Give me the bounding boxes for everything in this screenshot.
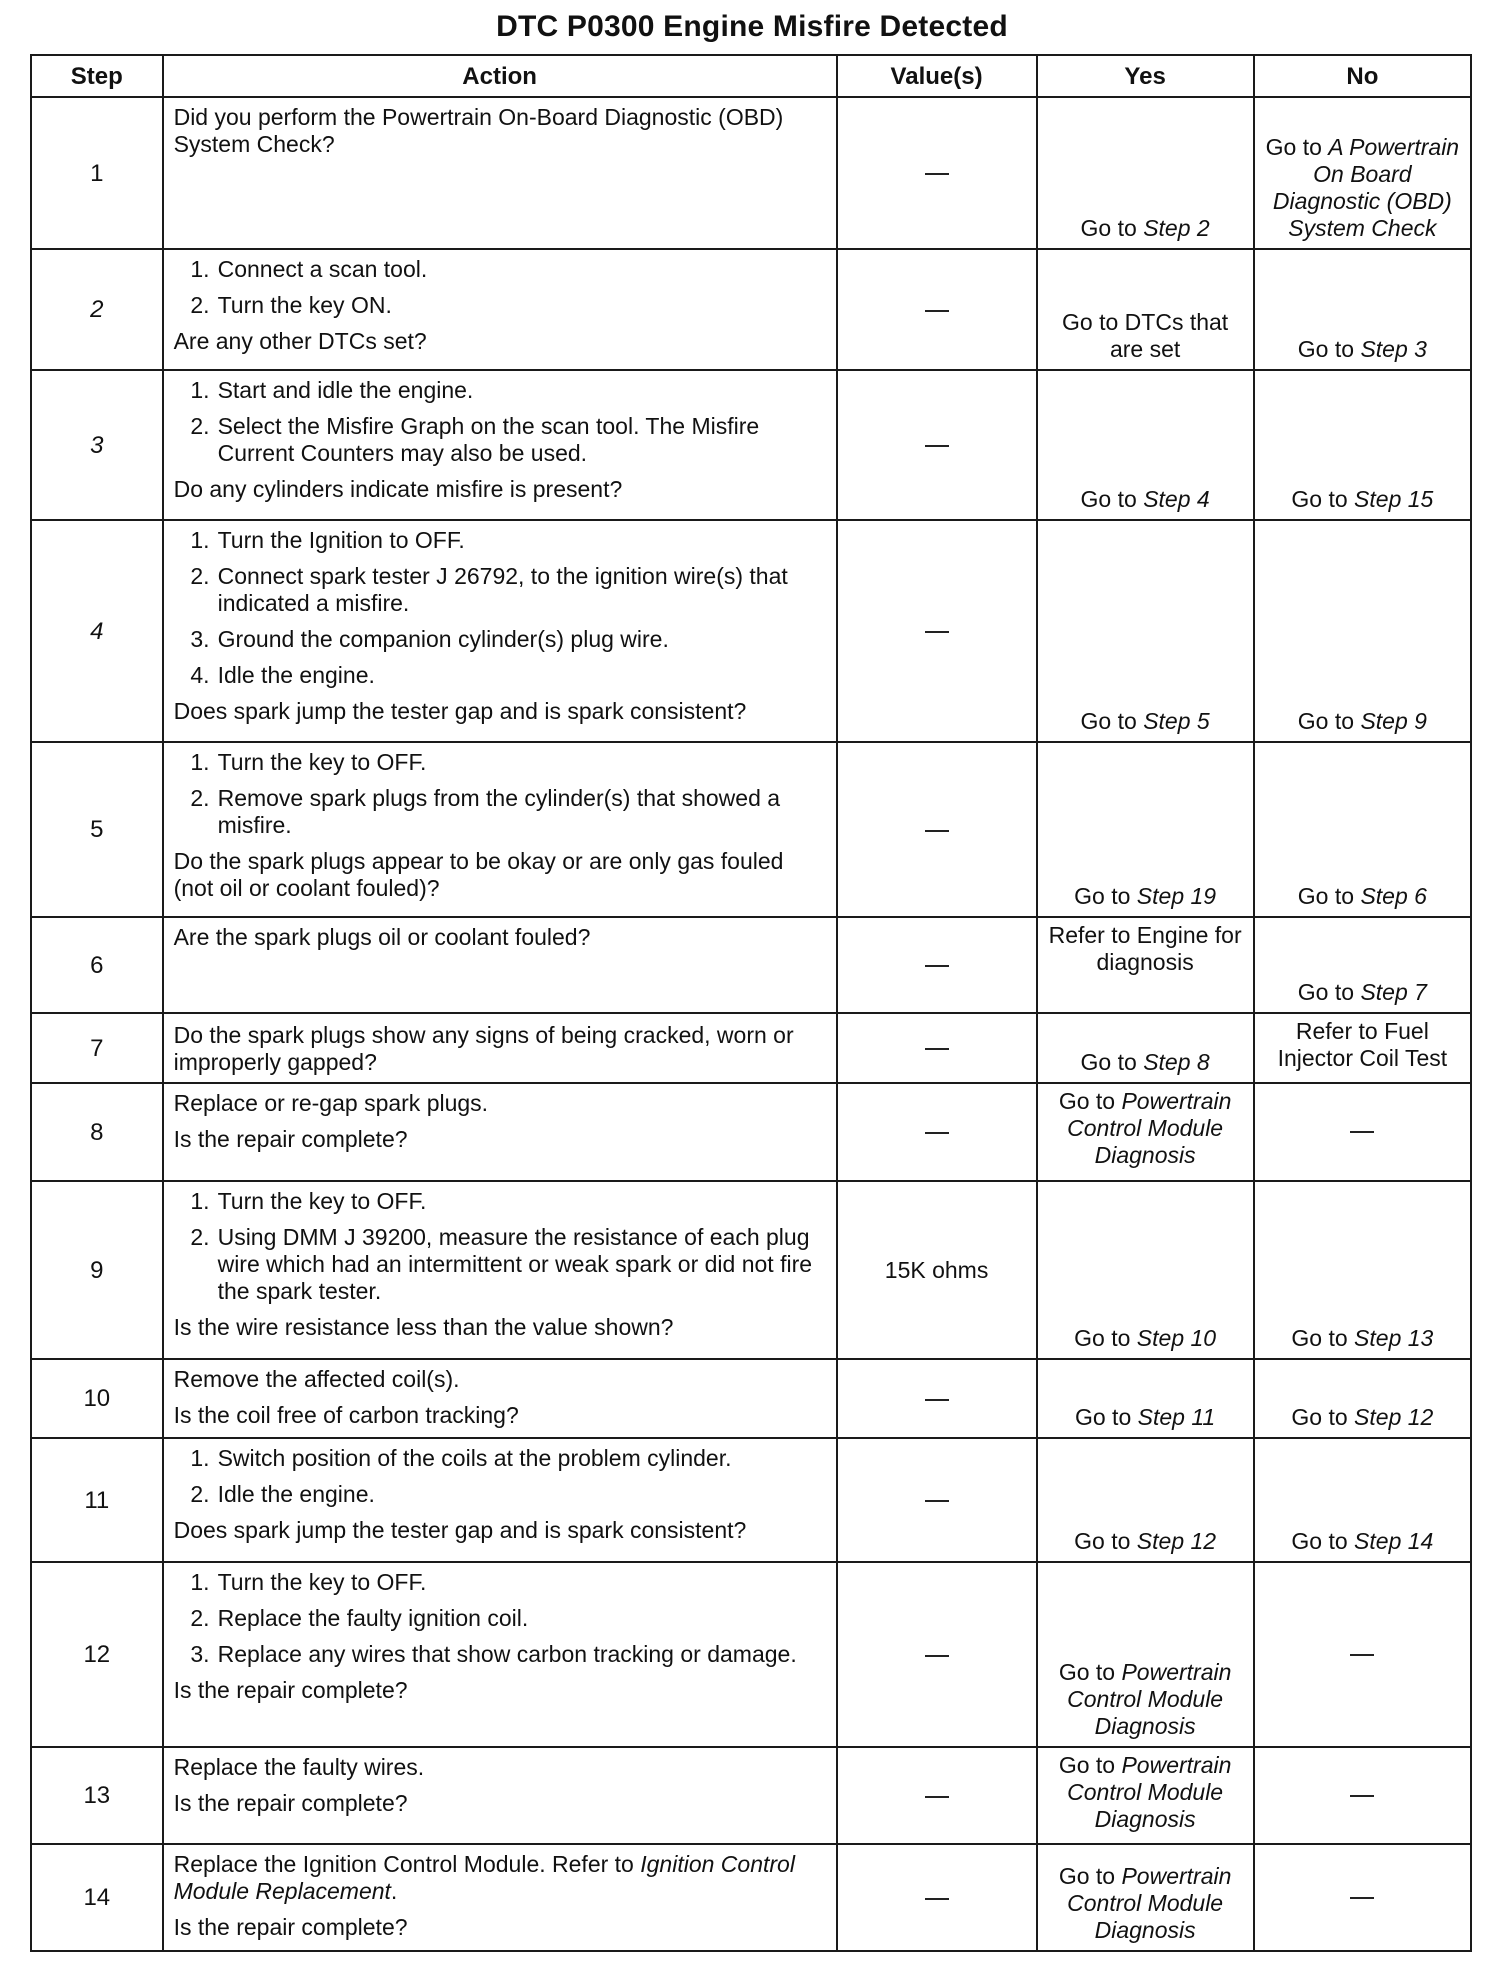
dash-mark <box>925 173 949 175</box>
action-cell <box>163 1359 837 1438</box>
go-to-label: Go to <box>1080 215 1137 241</box>
go-to-label: Go to <box>1297 708 1355 734</box>
action-question: Does spark jump the tester gap and is spark consistent? <box>173 1517 747 1543</box>
action-item: 2. Turn the key ON. <box>190 292 392 318</box>
go-to-label: Go to <box>1297 883 1355 909</box>
table-row <box>31 1562 1471 1747</box>
no-target: Step 13 <box>1354 1325 1434 1351</box>
action-item: 1. Turn the key to OFF. <box>190 1188 427 1214</box>
no-cell <box>1254 97 1471 249</box>
yes-target: Step 12 <box>1136 1528 1217 1554</box>
dash-mark <box>925 1796 949 1798</box>
value-cell <box>837 249 1037 370</box>
action-cell <box>163 917 837 1013</box>
action-item: 3. Replace any wires that show carbon tracking or damage. <box>190 1641 797 1667</box>
no-target: Step 6 <box>1360 883 1427 909</box>
action-cell <box>163 249 837 370</box>
action-cell <box>163 370 837 520</box>
table-row <box>31 1844 1471 1951</box>
go-to-label: Go to <box>1058 1659 1116 1685</box>
no-target: Step 15 <box>1354 486 1434 512</box>
action-cell <box>163 1562 837 1747</box>
go-to-label: Go to <box>1080 1049 1137 1075</box>
go-to-label: Go to <box>1074 1528 1131 1554</box>
go-to-label: Go to <box>1080 708 1137 734</box>
action-question: Are any other DTCs set? <box>173 328 427 354</box>
yes-target: Powertrain Control Module Diagnosis <box>1067 1088 1232 1168</box>
table-row <box>31 1083 1471 1181</box>
action-question: Does spark jump the tester gap and is spark consistent? <box>173 698 747 724</box>
step-number: 8 <box>31 1083 163 1181</box>
value-cell <box>837 520 1037 742</box>
value-cell <box>837 917 1037 1013</box>
action-item: 2. Remove spark plugs from the cylinder(s) that showed a misfire. <box>190 785 781 838</box>
value-cell <box>837 1562 1037 1747</box>
action-item: 1. Turn the key to OFF. <box>190 749 427 775</box>
no-cell <box>1254 917 1471 1013</box>
no-target: A Powertrain On Board Diagnostic (OBD) System Check <box>1272 134 1460 241</box>
yes-cell <box>1037 520 1254 742</box>
table-row <box>31 1438 1471 1562</box>
action-cell <box>163 1438 837 1562</box>
action-question: Is the wire resistance less than the value shown? <box>173 1314 674 1340</box>
yes-cell <box>1037 1747 1254 1844</box>
action-question: Do the spark plugs appear to be okay or are only gas fouled (not oil or coolant fouled)? <box>173 848 784 901</box>
action-item: 1. Switch position of the coils at the problem cylinder. <box>190 1445 732 1471</box>
value-cell <box>837 742 1037 917</box>
action-question: Do the spark plugs show any signs of being cracked, worn or improperly gapped? <box>173 1021 794 1075</box>
no-cell <box>1254 1844 1471 1951</box>
table-row <box>31 97 1471 249</box>
dash-mark <box>925 1048 949 1050</box>
table-row <box>31 520 1471 742</box>
yes-target: Step 4 <box>1143 486 1210 512</box>
action-cell <box>163 742 837 917</box>
action-question: Do any cylinders indicate misfire is present? <box>173 476 623 502</box>
dash-mark <box>1350 1795 1374 1797</box>
no-cell <box>1254 1562 1471 1747</box>
action-cell <box>163 97 837 249</box>
action-item: 1. Turn the Ignition to OFF. <box>190 527 465 553</box>
header-action: Action <box>163 55 837 97</box>
yes-target: Step 19 <box>1136 883 1217 909</box>
dash-mark <box>925 1500 949 1502</box>
action-item: 1. Start and idle the engine. <box>190 377 474 403</box>
no-target: Step 3 <box>1360 336 1427 362</box>
step-number: 14 <box>31 1844 163 1951</box>
header-step: Step <box>31 55 163 97</box>
action-cell <box>163 1844 837 1951</box>
action-reference: Ignition Control Module Replacement <box>173 1851 795 1904</box>
action-question: Is the repair complete? <box>173 1914 408 1940</box>
go-to-label: Go to <box>1297 979 1355 1005</box>
no-cell: Refer to Fuel Injector Coil Test <box>1254 1013 1471 1083</box>
step-number: 13 <box>31 1747 163 1844</box>
yes-cell: Go to DTCs that are set <box>1037 249 1254 370</box>
action-item: 2. Replace the faulty ignition coil. <box>190 1605 529 1631</box>
table-row <box>31 249 1471 370</box>
action-item: 2. Using DMM J 39200, measure the resistance of each plug wire which had an intermittent or weak spark or did not fire the spark tester. <box>190 1224 813 1304</box>
table-row <box>31 370 1471 520</box>
yes-target: Step 8 <box>1143 1049 1210 1075</box>
dash-mark <box>925 310 949 312</box>
action-item: 1. Connect a scan tool. <box>190 256 428 282</box>
action-item: 2. Select the Misfire Graph on the scan tool. The Misfire Current Counters may also be used. <box>190 413 760 466</box>
no-cell <box>1254 1359 1471 1438</box>
value-cell <box>837 1438 1037 1562</box>
table-row <box>31 742 1471 917</box>
yes-target: Step 5 <box>1143 708 1210 734</box>
no-target: Step 7 <box>1360 979 1427 1005</box>
action-question: Did you perform the Powertrain On-Board Diagnostic (OBD) System Check? <box>173 104 784 157</box>
no-cell <box>1254 249 1471 370</box>
action-question: Is the repair complete? <box>173 1126 408 1152</box>
go-to-label: Go to <box>1058 1752 1116 1778</box>
yes-target: Step 10 <box>1136 1325 1217 1351</box>
go-to-label: Go to <box>1058 1863 1116 1889</box>
yes-cell <box>1037 1083 1254 1181</box>
no-target: Step 14 <box>1354 1528 1434 1554</box>
step-number: 12 <box>31 1562 163 1747</box>
action-item: 4. Idle the engine. <box>190 662 375 688</box>
yes-cell <box>1037 742 1254 917</box>
yes-cell <box>1037 1844 1254 1951</box>
action-item: 2. Idle the engine. <box>190 1481 375 1507</box>
yes-target: Step 2 <box>1143 215 1210 241</box>
table-row <box>31 1747 1471 1844</box>
value-cell <box>837 1359 1037 1438</box>
go-to-label: Go to <box>1291 1404 1348 1430</box>
no-cell <box>1254 370 1471 520</box>
action-cell <box>163 1747 837 1844</box>
table-row <box>31 1181 1471 1359</box>
yes-target: Powertrain Control Module Diagnosis <box>1067 1863 1232 1943</box>
step-number: 4 <box>31 520 163 742</box>
step-number: 5 <box>31 742 163 917</box>
action-line: Replace or re-gap spark plugs. <box>173 1090 489 1116</box>
action-question: Is the repair complete? <box>173 1790 408 1816</box>
yes-cell <box>1037 1013 1254 1083</box>
yes-cell <box>1037 97 1254 249</box>
go-to-label: Go to <box>1058 1088 1116 1114</box>
action-item: 1. Turn the key to OFF. <box>190 1569 427 1595</box>
go-to-label: Go to <box>1074 883 1131 909</box>
go-to-label: Go to <box>1297 336 1355 362</box>
step-number: 1 <box>31 97 163 249</box>
go-to-label: Go to <box>1080 486 1137 512</box>
dash-mark <box>1350 1897 1374 1899</box>
value-cell <box>837 97 1037 249</box>
action-line: Remove the affected coil(s). <box>173 1366 460 1392</box>
dash-mark <box>1350 1131 1374 1133</box>
header-yes: Yes <box>1037 55 1254 97</box>
dash-mark <box>925 1655 949 1657</box>
no-target: Step 9 <box>1360 708 1427 734</box>
yes-cell <box>1037 370 1254 520</box>
step-number: 9 <box>31 1181 163 1359</box>
header-values: Value(s) <box>837 55 1037 97</box>
action-item: 2. Connect spark tester J 26792, to the ignition wire(s) that indicated a misfire. <box>190 563 788 616</box>
value-cell <box>837 1083 1037 1181</box>
header-row <box>31 55 1471 97</box>
go-to-label: Go to <box>1074 1325 1131 1351</box>
value-cell <box>837 1013 1037 1083</box>
yes-cell <box>1037 1438 1254 1562</box>
step-number: 6 <box>31 917 163 1013</box>
table-row <box>31 1013 1471 1083</box>
no-cell <box>1254 520 1471 742</box>
step-number: 2 <box>31 249 163 370</box>
dash-mark <box>1350 1654 1374 1656</box>
no-target: Step 12 <box>1354 1404 1434 1430</box>
dash-mark <box>925 631 949 633</box>
action-question: Are the spark plugs oil or coolant fouled? <box>173 924 591 950</box>
diagnostic-table <box>30 54 1472 1952</box>
yes-target: Powertrain Control Module Diagnosis <box>1067 1659 1232 1739</box>
action-line: Replace the Ignition Control Module. Refer to Ignition Control Module Replacement. <box>173 1851 795 1904</box>
yes-cell <box>1037 1359 1254 1438</box>
value-cell <box>837 1844 1037 1951</box>
yes-cell <box>1037 1562 1254 1747</box>
dash-mark <box>925 1399 949 1401</box>
step-number: 11 <box>31 1438 163 1562</box>
yes-cell: Refer to Engine for diagnosis <box>1037 917 1254 1013</box>
step-number: 7 <box>31 1013 163 1083</box>
go-to-label: Go to <box>1291 1325 1348 1351</box>
dash-mark <box>925 965 949 967</box>
dash-mark <box>925 1132 949 1134</box>
dash-mark <box>925 830 949 832</box>
go-to-label: Go to <box>1291 1528 1348 1554</box>
step-number: 3 <box>31 370 163 520</box>
yes-cell <box>1037 1181 1254 1359</box>
step-number: 10 <box>31 1359 163 1438</box>
no-cell <box>1254 1438 1471 1562</box>
go-to-label: Go to <box>1265 134 1322 160</box>
action-cell <box>163 1181 837 1359</box>
no-cell <box>1254 1083 1471 1181</box>
table-row <box>31 917 1471 1013</box>
go-to-label: Go to <box>1291 486 1348 512</box>
action-item: 3. Ground the companion cylinder(s) plug wire. <box>190 626 669 652</box>
value-cell: 15K ohms <box>837 1181 1037 1359</box>
dash-mark <box>925 1898 949 1900</box>
yes-target: Powertrain Control Module Diagnosis <box>1067 1752 1232 1832</box>
action-question: Is the repair complete? <box>173 1677 408 1703</box>
action-cell <box>163 1013 837 1083</box>
action-cell <box>163 1083 837 1181</box>
table-row <box>31 1359 1471 1438</box>
action-line: Replace the faulty wires. <box>173 1754 425 1780</box>
no-cell <box>1254 1181 1471 1359</box>
dash-mark <box>925 445 949 447</box>
go-to-label: Go to <box>1074 1404 1132 1430</box>
action-cell <box>163 520 837 742</box>
no-cell <box>1254 1747 1471 1844</box>
yes-target: Step 11 <box>1137 1404 1216 1430</box>
value-cell <box>837 370 1037 520</box>
header-no: No <box>1254 55 1471 97</box>
value-cell <box>837 1747 1037 1844</box>
action-question: Is the coil free of carbon tracking? <box>173 1402 519 1428</box>
no-cell <box>1254 742 1471 917</box>
page-title: DTC P0300 Engine Misfire Detected <box>496 10 1008 43</box>
